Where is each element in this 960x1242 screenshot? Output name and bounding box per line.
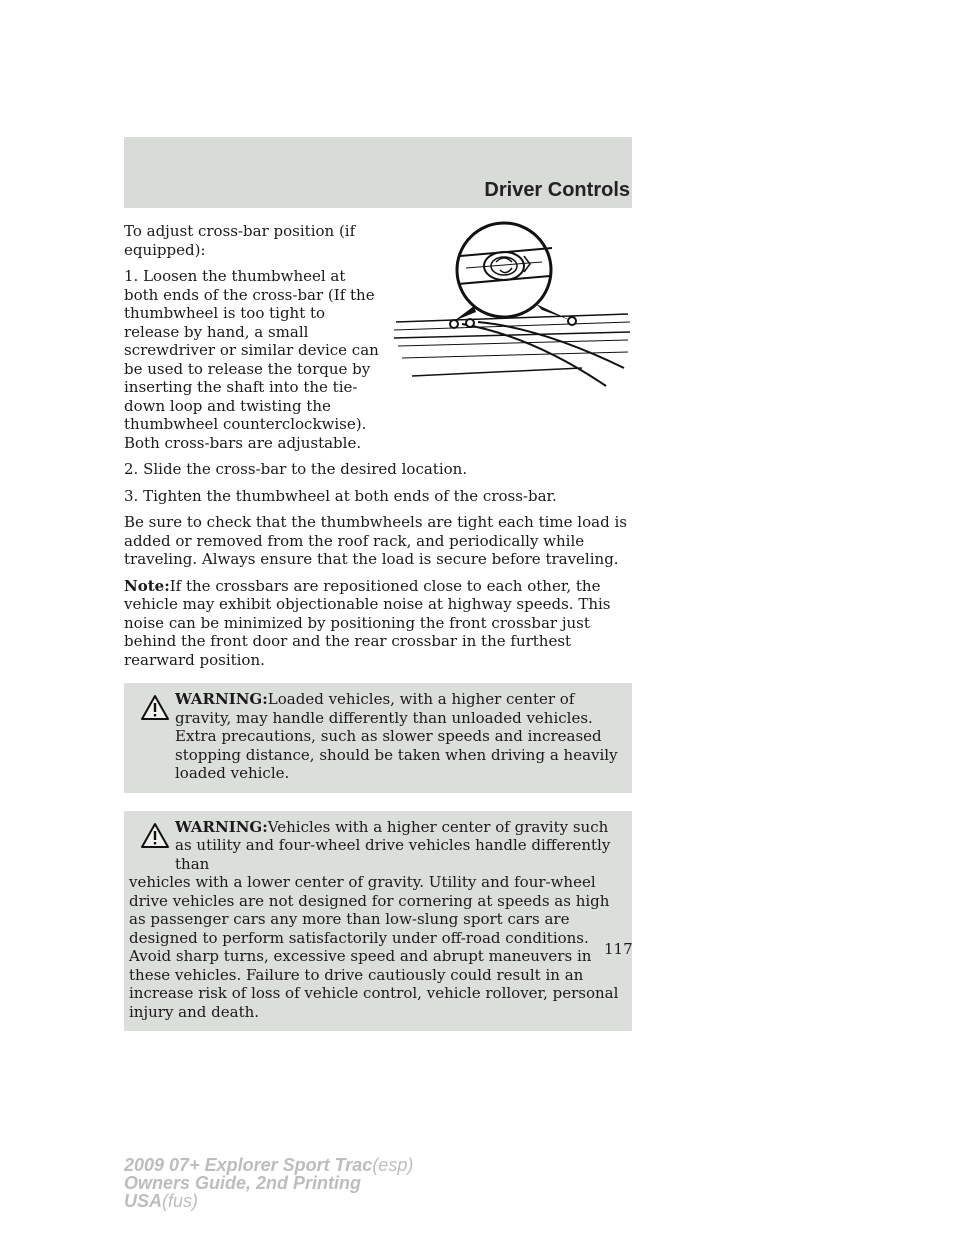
warning-2-label: WARNING: [175, 817, 268, 836]
note-label: Note: [124, 576, 170, 595]
footer-market: USA [124, 1191, 163, 1211]
note-text: If the crossbars are repositioned close to each other, the vehicle may exhibit objectionable noise at highway speeds. This noise can be minimized by positioning the front crossbar just behind the front door and the rear crossbar in the furthest rearward position. [124, 576, 611, 669]
warning-1-rest: Extra precautions, such as slower speeds and increased stopping distance, should be taken when driving a heavily loaded vehicle. [175, 727, 618, 782]
footer-line-1 [124, 1156, 413, 1174]
section-title: Driver Controls [484, 179, 630, 201]
intro-text [124, 222, 382, 452]
check-paragraph: Be sure to check that the thumbwheels are tight each time load is added or removed from the roof rack, and periodically while traveling. Always ensure that the load is secure before traveling. [124, 513, 627, 568]
section-header-band [124, 137, 632, 208]
warning-triangle-icon [140, 822, 170, 849]
page-content [124, 222, 632, 1031]
warning-2-first [129, 818, 627, 874]
intro-heading: To adjust cross-bar position (if equipped): [124, 222, 356, 259]
step-3: 3. Tighten the thumbwheel at both ends of the cross-bar. [124, 486, 557, 505]
warning-box-2 [124, 811, 632, 1032]
warning-1-label: WARNING: [175, 690, 268, 708]
warning-2-first-text: Vehicles with a higher center of gravity such as utility and four-wheel drive vehicles handle differently than [175, 817, 611, 873]
footer-market-code: (fus) [162, 1191, 199, 1211]
warning-2-rest: vehicles with a lower center of gravity. Utility and four-wheel drive vehicles are not designed for cornering at speeds as high as passenger cars any more than low-slung sport cars are designed to perform satisfactorily under off-road conditions. Avoid sharp turns, excessive speed and abrupt maneuvers in these vehicles. Failure to drive cautiously could result in an increase risk of loss of vehicle control, vehicle rollover, personal injury and death. [129, 873, 619, 1021]
warning-1-first-text: Loaded vehicles, with a higher center of gravity, may handle differently than unloaded vehicles. [175, 690, 593, 727]
footer-line-3 [124, 1192, 413, 1210]
warning-box-1 [124, 683, 632, 793]
footer-model-code: (esp) [372, 1155, 414, 1175]
roof-rack-crossbar-thumbwheel-illustration [392, 218, 632, 390]
page-number: 117 [604, 940, 633, 958]
warning-1-first [129, 690, 627, 783]
step-1: 1. Loosen the thumbwheel at both ends of the cross-bar (If the thumbwheel is too tight to release by hand, a small screwdriver or similar device can be used to release the torque by inserting the shaft into the tie-down loop and twisting the thumbwheel counterclockwise). Both cross-bars are adjustable. [124, 267, 379, 452]
footer-line-2: Owners Guide, 2nd Printing [124, 1173, 362, 1193]
step-2: 2. Slide the cross-bar to the desired location. [124, 460, 468, 478]
document-footer [124, 1156, 413, 1210]
warning-triangle-icon [140, 694, 170, 721]
note-paragraph [124, 577, 632, 670]
intro-block [124, 222, 632, 452]
footer-model: 2009 07+ Explorer Sport Trac [124, 1155, 373, 1175]
